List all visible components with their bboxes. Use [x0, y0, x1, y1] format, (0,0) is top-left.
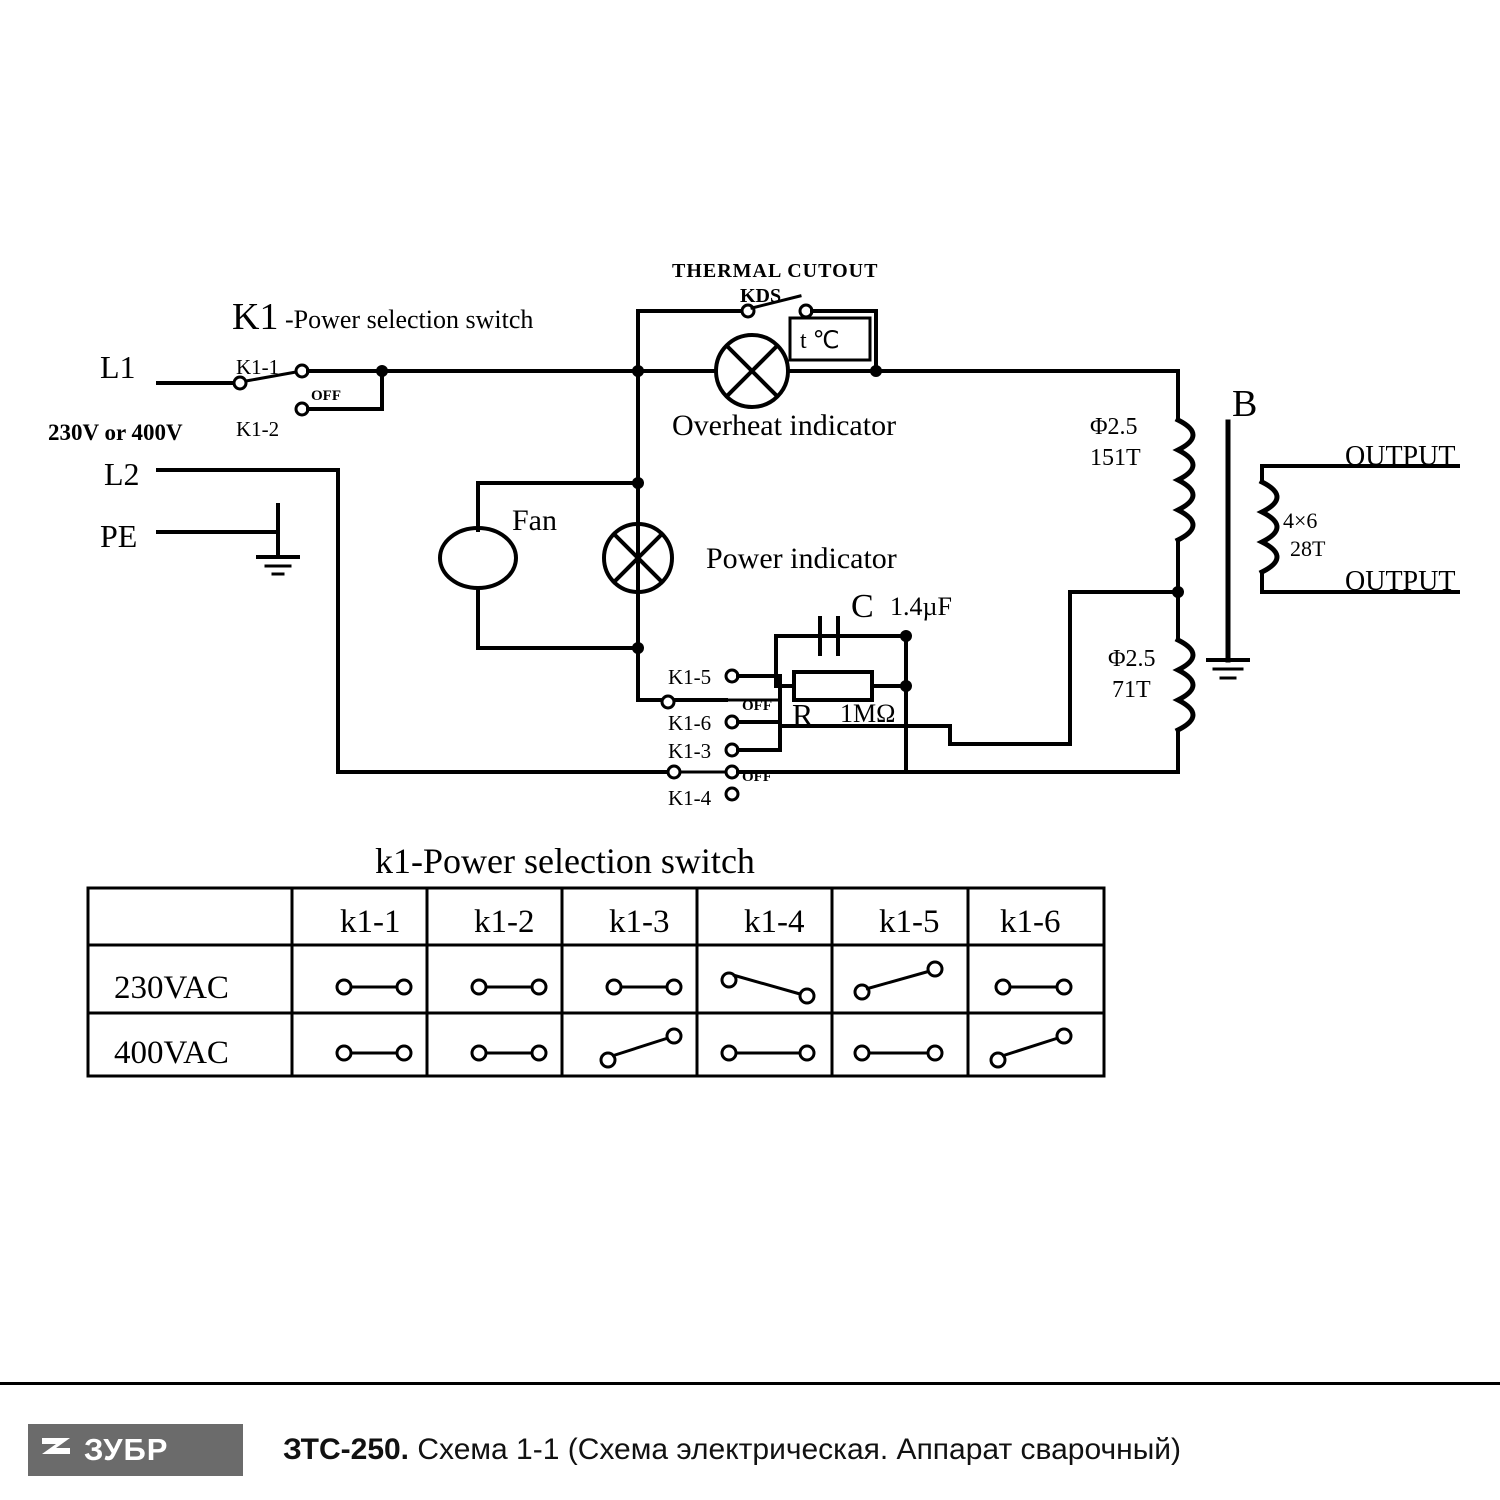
label-thermal-cutout: THERMAL CUTOUT — [672, 260, 879, 282]
table-header-k1-5: k1-5 — [879, 904, 940, 940]
junction-k1-out — [376, 365, 388, 377]
table-row-label-400: 400VAC — [114, 1035, 229, 1071]
table-header-k1-1: k1-1 — [340, 904, 401, 940]
table-caption: k1-Power selection switch — [375, 841, 755, 881]
footer-model: ЗТС-250. — [283, 1433, 410, 1466]
label-winding-top-turns: 151T — [1090, 445, 1141, 471]
label-winding-top-gauge: Φ2.5 — [1090, 414, 1138, 440]
label-off-k1-6: OFF — [742, 698, 772, 714]
label-k1-6: K1-6 — [668, 711, 712, 735]
label-k1-4: K1-4 — [668, 786, 712, 810]
label-overheat-indicator: Overheat indicator — [672, 409, 897, 442]
label-power-indicator: Power indicator — [706, 542, 897, 575]
label-k1-5: K1-5 — [668, 665, 712, 689]
label-fan: Fan — [512, 504, 557, 537]
label-transformer-ref: B — [1232, 383, 1258, 425]
k1-5-pivot — [662, 696, 674, 708]
label-k1-title-suffix: -Power selection switch — [285, 305, 534, 334]
footer-caption — [283, 1433, 1181, 1467]
junction-kds-lamp — [870, 365, 882, 377]
table-row-label-230: 230VAC — [114, 970, 229, 1006]
table-switch-glyphs-230 — [337, 962, 1071, 1003]
label-capacitor-ref: C — [851, 588, 874, 625]
junction-fan-return — [632, 642, 644, 654]
label-l1: L1 — [100, 349, 136, 385]
table-header-k1-6: k1-6 — [1000, 904, 1061, 940]
label-voltage-note: 230V or 400V — [48, 420, 183, 445]
k1-4-pivot — [668, 766, 680, 778]
label-secondary-gauge: 4×6 — [1283, 508, 1318, 533]
label-off-k1-2: OFF — [311, 388, 341, 404]
label-temp: t ℃ — [800, 328, 840, 354]
label-k1-2: K1-2 — [236, 417, 280, 441]
winding-primary-upper — [1178, 420, 1193, 540]
label-k1-title: K1 — [232, 296, 279, 338]
table-header-k1-2: k1-2 — [474, 904, 535, 940]
label-secondary-turns: 28T — [1290, 536, 1326, 561]
label-winding-bottom-turns: 71T — [1112, 677, 1151, 703]
label-off-k1-4: OFF — [742, 769, 772, 785]
brand-name: ЗУБР — [84, 1432, 169, 1467]
winding-secondary — [1262, 482, 1277, 572]
label-kds: KDS — [740, 285, 782, 307]
label-winding-bottom-gauge: Φ2.5 — [1108, 646, 1156, 672]
footer-description: Схема 1-1 (Схема электрическая. Аппарат сварочный) — [417, 1433, 1182, 1466]
footer — [0, 1400, 1500, 1500]
table-grid — [88, 888, 1104, 1076]
label-resistor-ref: R — [792, 697, 814, 733]
junction-rc-mid — [900, 680, 912, 692]
table-header-k1-3: k1-3 — [609, 904, 670, 940]
label-pe: PE — [100, 518, 138, 554]
label-output-bottom: OUTPUT — [1345, 566, 1456, 597]
footer-divider — [0, 1382, 1500, 1385]
label-resistor-value: 1MΩ — [840, 699, 896, 728]
label-output-top: OUTPUT — [1345, 441, 1456, 472]
label-k1-1: K1-1 — [236, 355, 280, 379]
winding-primary-lower — [1178, 640, 1193, 730]
fan-motor — [440, 528, 516, 588]
label-capacitor-value: 1.4µF — [890, 592, 952, 621]
label-l2: L2 — [104, 456, 140, 492]
table-header-k1-4: k1-4 — [744, 904, 805, 940]
junction-rc-top — [900, 630, 912, 642]
zubr-logo-icon — [34, 1428, 78, 1472]
table-switch-glyphs-400 — [337, 1029, 1071, 1067]
k1-4-contact-low — [726, 788, 738, 800]
brand-badge — [28, 1424, 243, 1476]
label-k1-3: K1-3 — [668, 739, 712, 763]
resistor-body — [794, 672, 872, 700]
